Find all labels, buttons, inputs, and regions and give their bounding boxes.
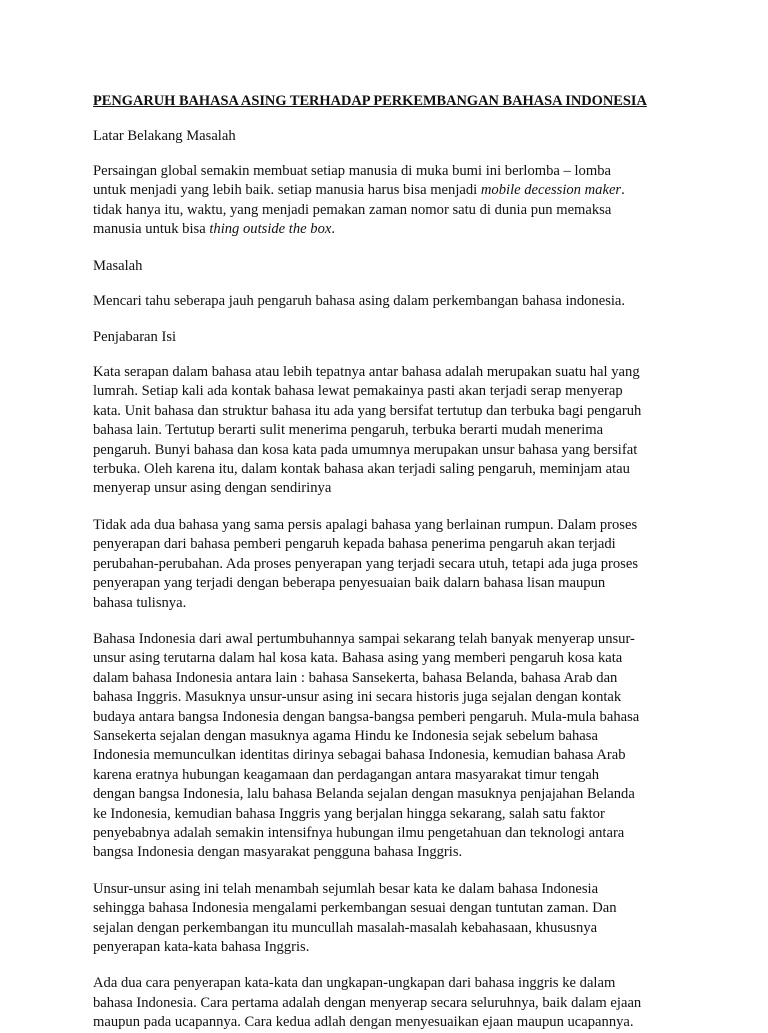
heading-latar-belakang: Latar Belakang Masalah xyxy=(93,128,236,144)
latar-italic-2: thing outside the box xyxy=(209,221,332,238)
paragraph-latar-belakang xyxy=(93,162,678,240)
latar-text-3: . xyxy=(331,221,336,238)
heading-penjabaran-isi: Penjabaran Isi xyxy=(93,329,177,346)
paragraph-5: Ada dua cara penyerapan kata-kata dan ungkapan-ungkapan dari bahasa inggris ke dalam bahasa Indonesia. Cara pertama adalah dengan menyerap secara seluruhnya, baik dalam ejaan maupun pada ucapannya. Cara kedua adlah dengan menyesuaikan ejaan maupun ucapannya. xyxy=(93,975,642,1031)
paragraph-masalah: Mencari tahu seberapa jauh pengaruh bahasa asing dalam perkembangan bahasa indonesia. xyxy=(93,292,626,309)
paragraph-2: Tidak ada dua bahasa yang sama persis apalagi bahasa yang berlainan rumpun. Dalam proses penyerapan dari bahasa pemberi pengaruh kepada bahasa penerima pengaruh akan terjadi perubahan-perubahan. Ada proses penyerapan yang terjadi secara utuh, tetapi ada juga proses penyerapan yang terjadi dengan beberapa penyesuaian baik dalarn bahasa lisan maupun bahasa tulisnya. xyxy=(93,516,639,611)
latar-text-2: . tidak hanya itu, waktu, yang menjadi pemakan zaman nomor satu di dunia pun memaksa manusia untuk bisa xyxy=(93,182,625,238)
paragraph-4: Unsur-unsur asing ini telah menambah sejumlah besar kata ke dalam bahasa Indonesia sehingga bahasa Indonesia mengalami perkembangan sesuai dengan tuntutan zaman. Dan sejalan dengan perkembangan itu muncullah masalah-masalah kebahasaan, khususnya penyerapan kata-kata bahasa Inggris. xyxy=(93,880,617,955)
latar-text-1: Persaingan global semakin membuat setiap manusia di muka bumi ini berlomba – lomba untuk menjadi yang lebih baik. setiap manusia harus bisa menjadi xyxy=(93,163,611,199)
paragraph-3: Bahasa Indonesia dari awal pertumbuhannya sampai sekarang telah banyak menyerap unsur- unsur asing terutarna dalam hal kosa kata. Bahasa asing yang memberi pengaruh kosa kata dalam bahasa Indonesia antara lain : bahasa Sansekerta, bahasa Belanda, bahasa Arab dan bahasa Inggris. Masuknya unsur-unsur asing ini secara historis juga sejalan dengan kontak budaya antara bangsa Indonesia dengan bangsa-bangsa pemberi pengaruh. Mula-mula bahasa Sansekerta sejalan dengan masuknya agama Hindu ke Indonesia sejak sebelum bahasa Indonesia memunculkan identitas dirinya sebagai bahasa Indonesia, kemudian bahasa Arab karena eratnya hubungan keagamaan dan perdagangan antara masyarakat timur tengah dengan bangsa Indonesia, lalu bahasa Belanda sejalan dengan masuknya penjajahan Belanda ke Indonesia, kemudian bahasa Inggris yang berjalan hingga sekarang, salah satu faktor penyebabnya adalah semakin intensifnya hubungan ilmu pengetahuan dan teknologi antara bangsa Indonesia dengan masyarakat pengguna bahasa Inggris. xyxy=(93,630,640,861)
heading-masalah: Masalah xyxy=(93,257,143,274)
document-title: PENGARUH BAHASA ASING TERHADAP PERKEMBANGAN BAHASA INDONESIA xyxy=(93,93,647,109)
paragraph-1: Kata serapan dalam bahasa atau lebih tepatnya antar bahasa adalah merupakan suatu hal yang lumrah. Setiap kali ada kontak bahasa lewat pemakainya pasti akan terjadi serap menyerap kata. Unit bahasa dan struktur bahasa itu ada yang bersifat tertutup dan terbuka bagi pengaruh bahasa lain. Tertutup berarti sulit menerima pengaruh, terbuka berarti mudah menerima pengaruh. Bunyi bahasa dan kosa kata pada umumnya merupakan unsur bahasa yang bersifat terbuka. Oleh karena itu, dalam kontak bahasa akan terjadi saling pengaruh, meminjam atau menyerap unsur asing dengan sendirinya xyxy=(93,364,642,497)
latar-italic-1: mobile decession maker xyxy=(480,182,622,199)
